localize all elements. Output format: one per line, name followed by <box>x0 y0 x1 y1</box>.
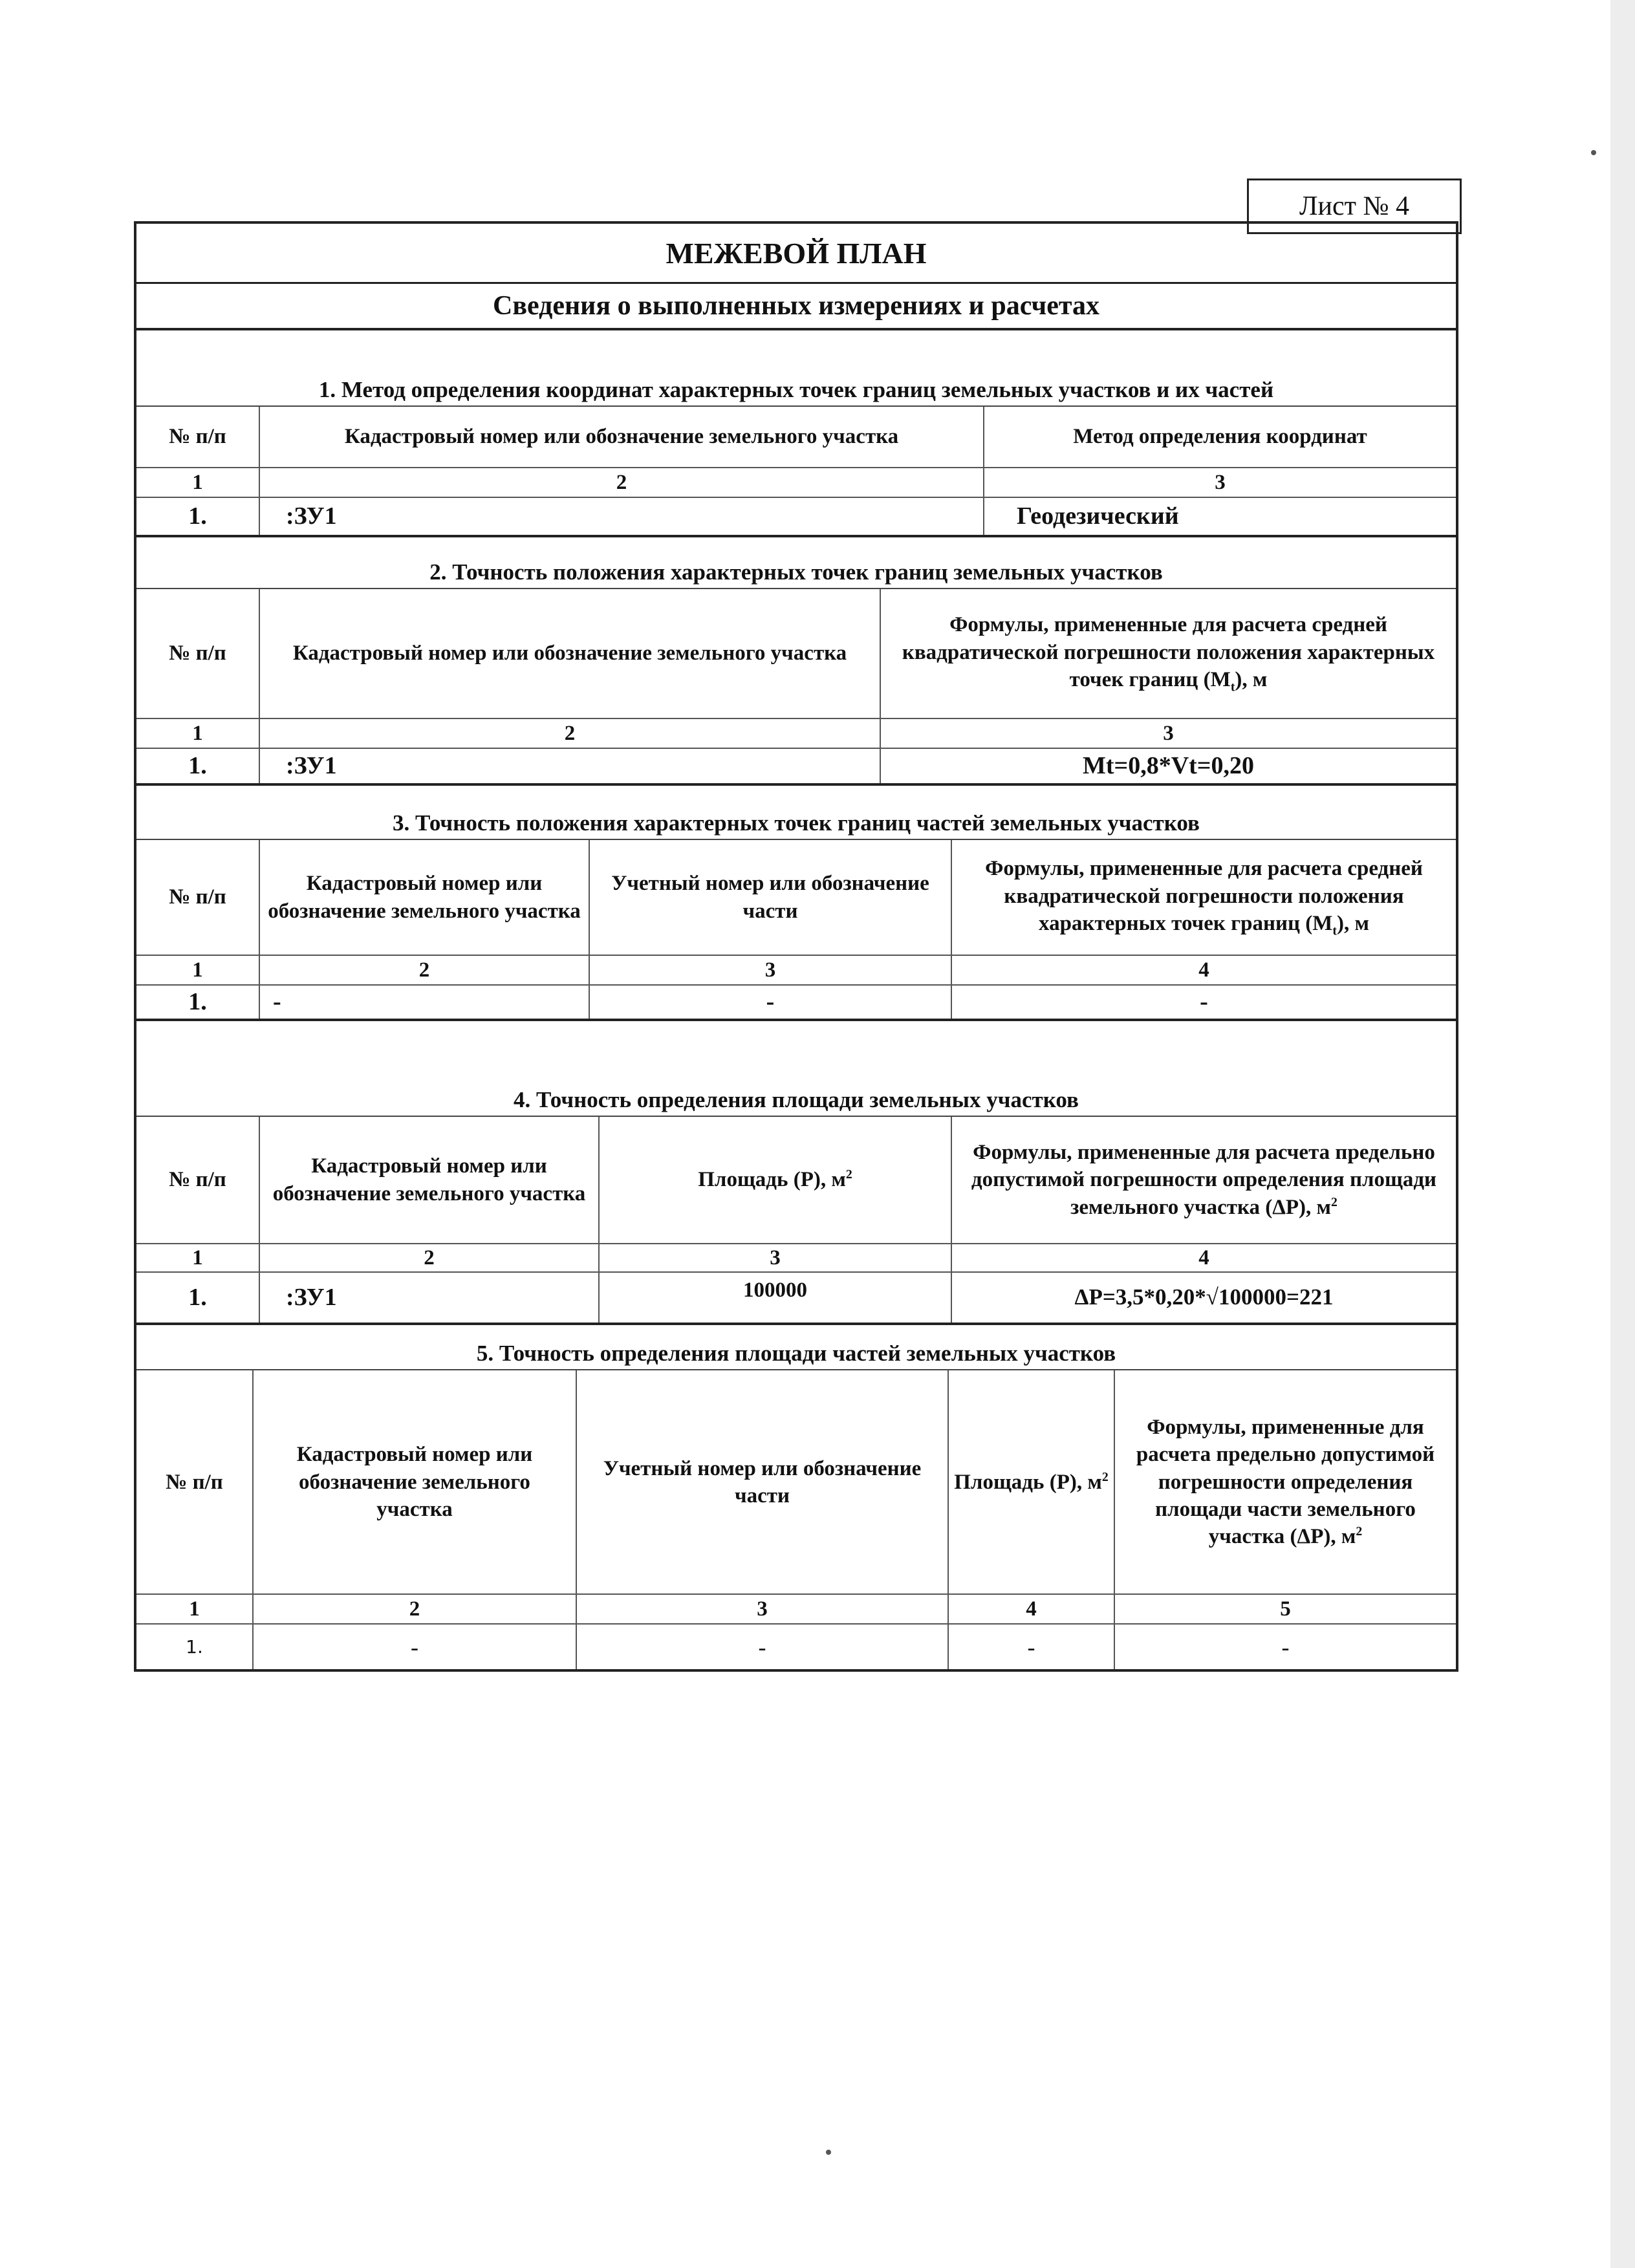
survey-plan-document <box>134 221 1458 1672</box>
header-cell: № п/п <box>136 1117 259 1244</box>
column-number: 2 <box>253 1594 576 1624</box>
section-1-table <box>136 407 1456 535</box>
formula-cell: ΔР=3,5*0,20*√100000=221 <box>951 1272 1456 1323</box>
column-number: 2 <box>259 955 589 985</box>
column-number: 2 <box>259 1244 599 1272</box>
document-subtitle: Сведения о выполненных измерениях и расчетах <box>136 284 1456 330</box>
section-4 <box>136 1021 1456 1325</box>
column-number: 3 <box>576 1594 948 1624</box>
data-cell: - <box>589 985 951 1019</box>
column-number: 1 <box>136 718 259 748</box>
section-5-table <box>136 1370 1456 1669</box>
section-5 <box>136 1325 1456 1672</box>
scan-speck <box>826 2150 831 2155</box>
data-cell: - <box>948 1624 1114 1669</box>
column-number: 3 <box>589 955 951 985</box>
data-cell: - <box>253 1624 576 1669</box>
data-cell: - <box>1114 1624 1456 1669</box>
header-cell: Учетный номер или обозначение части <box>576 1370 948 1594</box>
column-number: 3 <box>984 468 1456 497</box>
column-number: 4 <box>951 955 1456 985</box>
header-cell: Площадь (Р), $м^2$ <box>948 1370 1114 1594</box>
header-cell: Формулы, примененные для расчета средней квадратической погрешности положения характерных точек границ $(M_t)$, м <box>880 589 1456 718</box>
section-2-table <box>136 589 1456 783</box>
column-number: 2 <box>259 468 984 497</box>
header-cell: Кадастровый номер или обозначение земельного участка <box>253 1370 576 1594</box>
data-cell: - <box>576 1624 948 1669</box>
section-3-table <box>136 840 1456 1019</box>
area-value: 100000 <box>599 1272 951 1323</box>
column-number: 1 <box>136 955 259 985</box>
sheet-number: Лист № 4 <box>1247 178 1462 234</box>
column-number: 1 <box>136 468 259 497</box>
column-number: 3 <box>880 718 1456 748</box>
header-cell: Площадь (Р), $м^2$ <box>599 1117 951 1244</box>
section-1-title: 1. Метод определения координат характерных точек границ земельных участков и их частей <box>136 330 1456 407</box>
coordinate-method: Геодезический <box>984 497 1456 535</box>
formula-cell: Mt=0,8*Vt=0,20 <box>880 748 1456 783</box>
row-number: 1. <box>136 1272 259 1323</box>
column-number: 3 <box>599 1244 951 1272</box>
parcel-designation: :ЗУ1 <box>259 748 880 783</box>
column-number: 5 <box>1114 1594 1456 1624</box>
header-cell: Метод определения координат <box>984 407 1456 468</box>
data-cell: - <box>259 985 589 1019</box>
header-cell: Кадастровый номер или обозначение земельного участка <box>259 407 984 468</box>
section-5-title: 5. Точность определения площади частей земельных участков <box>136 1325 1456 1370</box>
section-1 <box>136 330 1456 537</box>
header-cell: Кадастровый номер или обозначение земельного участка <box>259 840 589 955</box>
header-cell: Учетный номер или обозначение части <box>589 840 951 955</box>
section-2 <box>136 537 1456 786</box>
header-cell: № п/п <box>136 840 259 955</box>
section-4-title: 4. Точность определения площади земельных участков <box>136 1021 1456 1117</box>
document-title: МЕЖЕВОЙ ПЛАН <box>136 224 1456 284</box>
column-number: 4 <box>948 1594 1114 1624</box>
parcel-designation: :ЗУ1 <box>259 497 984 535</box>
column-number: 4 <box>951 1244 1456 1272</box>
row-number: 1. <box>136 1624 253 1669</box>
header-cell: № п/п <box>136 589 259 718</box>
header-cell: № п/п <box>136 407 259 468</box>
parcel-designation: :ЗУ1 <box>259 1272 599 1323</box>
column-number: 2 <box>259 718 880 748</box>
section-3 <box>136 786 1456 1021</box>
column-number: 1 <box>136 1244 259 1272</box>
header-cell: Формулы, примененные для расчета предельно допустимой погрешности определения площади части земельного участка (ΔР), $м^2$ <box>1114 1370 1456 1594</box>
scan-speck <box>1591 150 1596 155</box>
header-cell: Формулы, примененные для расчета предельно допустимой погрешности определения площади земельного участка (ΔР), $м^2$ <box>951 1117 1456 1244</box>
row-number: 1. <box>136 497 259 535</box>
row-number: 1. <box>136 985 259 1019</box>
header-cell: Кадастровый номер или обозначение земельного участка <box>259 1117 599 1244</box>
data-cell: - <box>951 985 1456 1019</box>
header-cell: Формулы, примененные для расчета средней квадратической погрешности положения характерных точек границ $(M_t)$, м <box>951 840 1456 955</box>
section-4-table <box>136 1117 1456 1323</box>
header-cell: Кадастровый номер или обозначение земельного участка <box>259 589 880 718</box>
section-2-title: 2. Точность положения характерных точек границ земельных участков <box>136 537 1456 589</box>
column-number: 1 <box>136 1594 253 1624</box>
section-3-title: 3. Точность положения характерных точек границ частей земельных участков <box>136 786 1456 840</box>
header-cell: № п/п <box>136 1370 253 1594</box>
row-number: 1. <box>136 748 259 783</box>
scan-edge <box>1610 0 1635 2268</box>
